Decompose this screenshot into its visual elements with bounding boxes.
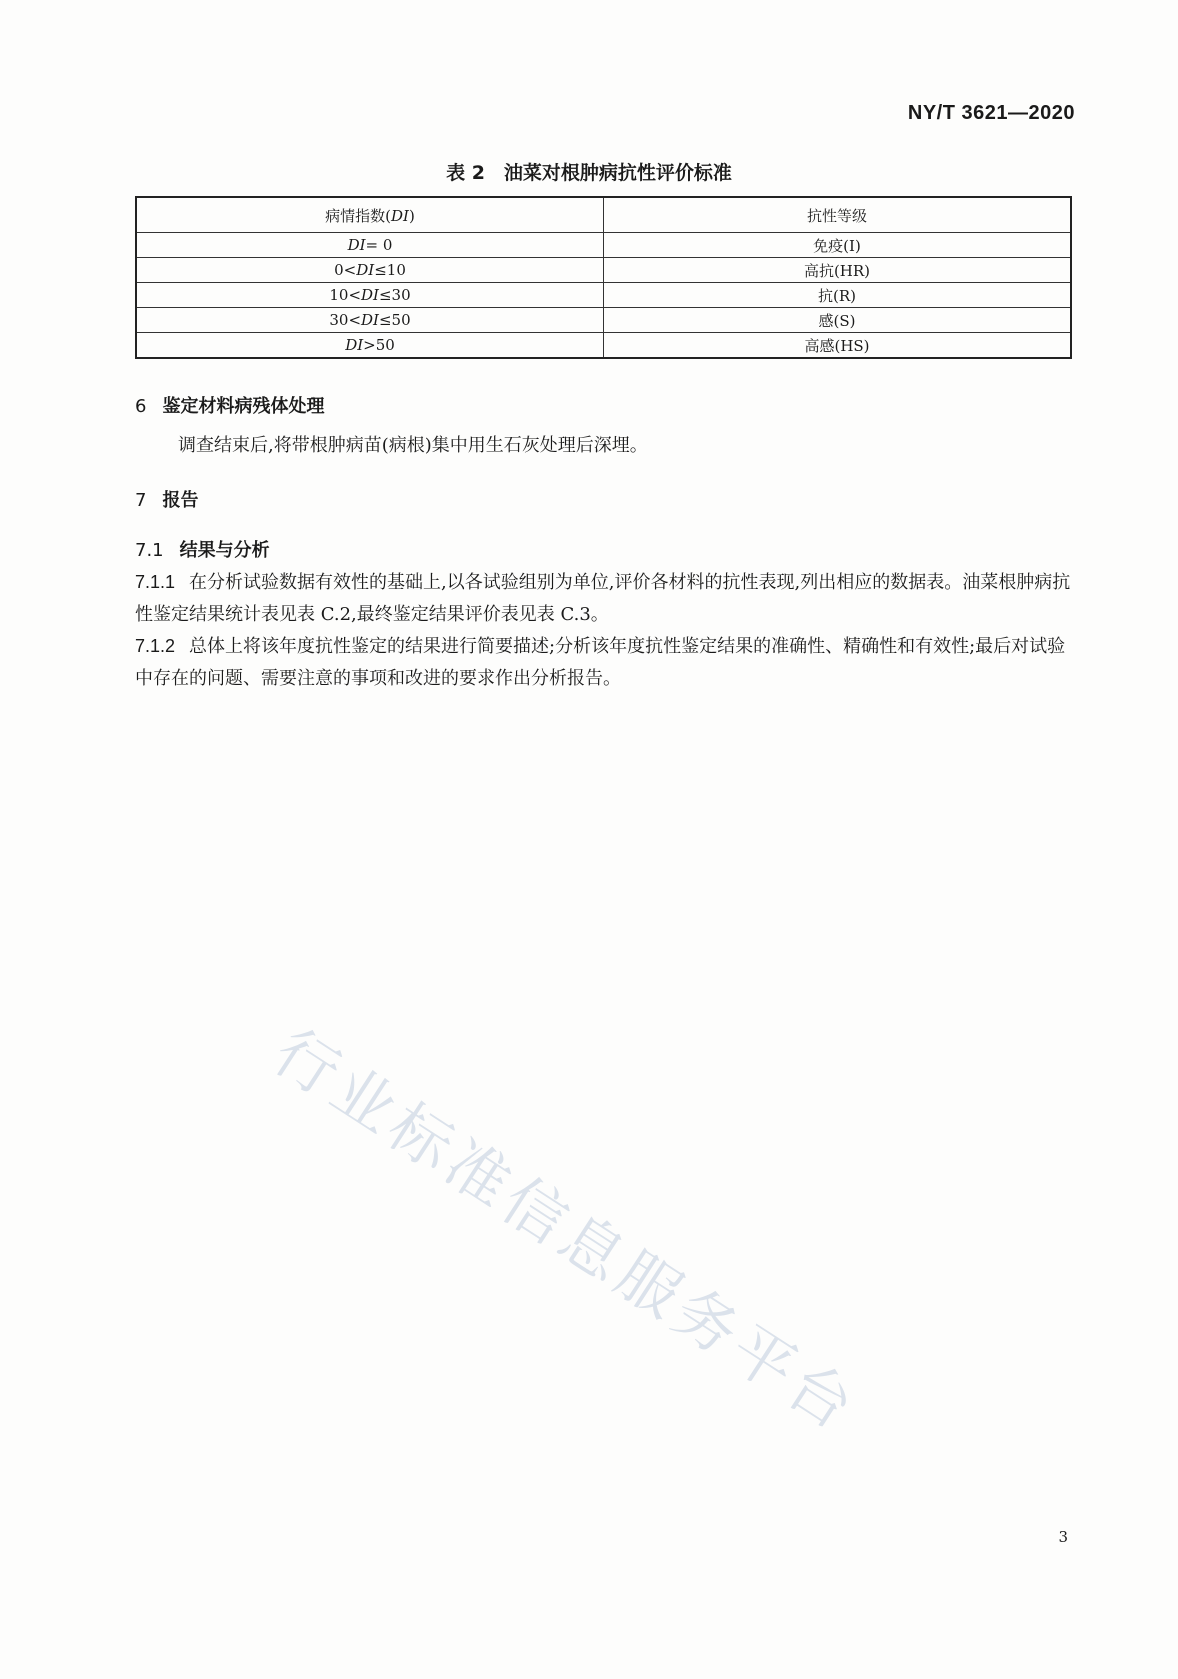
grade-cell: 感(S): [604, 308, 1072, 333]
section-title: 报告: [162, 490, 199, 511]
table-row: [136, 258, 1071, 283]
grade-cell: 高感(HS): [604, 333, 1072, 359]
column-header-di: 病情指数(DI): [136, 197, 604, 233]
table-row: [136, 233, 1071, 258]
section-number: 7: [135, 490, 147, 511]
table-header-row: [136, 197, 1071, 233]
table-row: [136, 308, 1071, 333]
di-range-cell: 0<DI≤10: [136, 258, 604, 283]
watermark: 行业标准信息服务平台: [261, 1014, 872, 1447]
grade-cell: 高抗(HR): [604, 258, 1072, 283]
clause-number: 7.1.1: [135, 572, 176, 592]
grade-cell: 抗(R): [604, 283, 1072, 308]
di-range-cell: 10<DI≤30: [136, 283, 604, 308]
clause-text: 在分析试验数据有效性的基础上,以各试验组别为单位,评价各材料的抗性表现,列出相应的数据表。油菜根肿病抗性鉴定结果统计表见表 C.2,最终鉴定结果评价表见表 C.3。: [135, 572, 1071, 625]
table-row: [136, 283, 1071, 308]
section-6-paragraph: 调查结束后,将带根肿病苗(病根)集中用生石灰处理后深埋。: [178, 435, 648, 456]
clause-text: 总体上将该年度抗性鉴定的结果进行简要描述;分析该年度抗性鉴定结果的准确性、精确性和有效性;最后对试验中存在的问题、需要注意的事项和改进的要求作出分析报告。: [135, 636, 1066, 689]
table-row: [136, 333, 1071, 359]
di-range-cell: DI= 0: [136, 233, 604, 258]
table-title: 表 2 油菜对根肿病抗性评价标准: [446, 162, 732, 184]
resistance-criteria-table: [135, 196, 1072, 359]
subsection-7-1-heading: [135, 536, 270, 562]
page-number: 3: [1058, 1528, 1068, 1546]
column-header-grade: 抗性等级: [604, 197, 1072, 233]
section-title: 鉴定材料病残体处理: [162, 396, 325, 417]
paragraph-7-1-2: [135, 630, 1075, 695]
subsection-title: 结果与分析: [179, 540, 270, 561]
di-range-cell: 30<DI≤50: [136, 308, 604, 333]
di-range-cell: DI>50: [136, 333, 604, 359]
section-number: 6: [135, 396, 147, 417]
subsection-number: 7.1: [135, 540, 164, 561]
section-7-heading: [135, 486, 198, 512]
clause-number: 7.1.2: [135, 636, 176, 656]
paragraph-7-1-1: [135, 566, 1075, 631]
section-6-heading: [135, 392, 324, 418]
grade-cell: 免疫(I): [604, 233, 1072, 258]
standard-code: NY/T 3621—2020: [907, 102, 1075, 124]
